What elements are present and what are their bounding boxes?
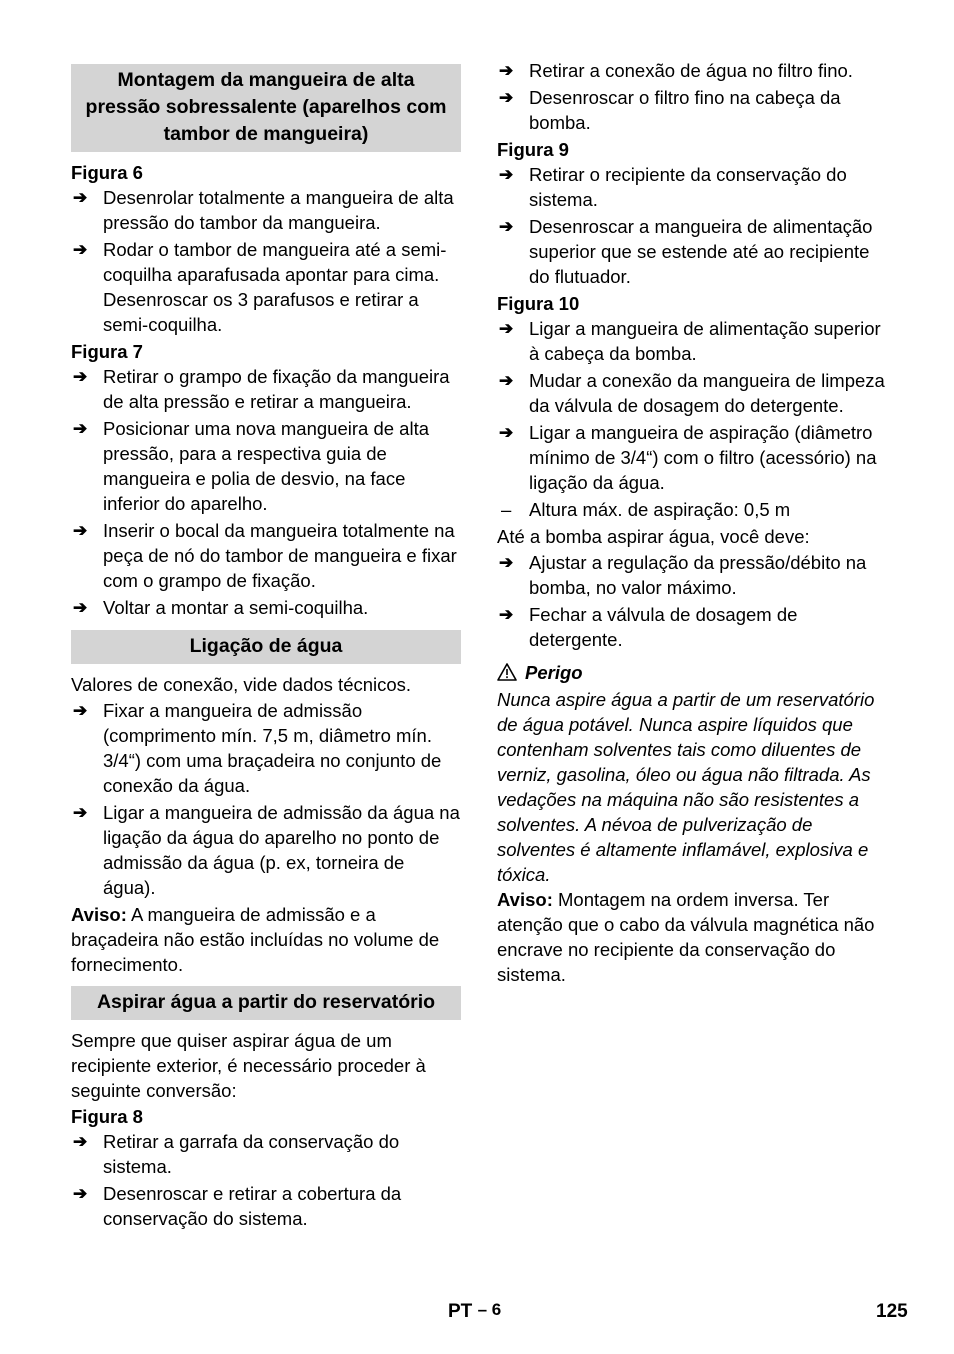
arrow-right-icon: ➔: [73, 521, 88, 540]
figure-label: Figura 10: [497, 293, 580, 314]
step-item: ➔ Ajustar a regulação da pressão/débito na bomba, no valor máximo.: [499, 552, 867, 598]
section-heading-suction: Aspirar água a partir do reservatório: [71, 986, 461, 1020]
arrow-right-icon: ➔: [73, 1132, 88, 1151]
notice-paragraph: Aviso: A mangueira de admissão e a braçadeira não estão incluídas no volume de fornecimento.: [71, 904, 440, 975]
step-item: ➔ Desenroscar o filtro fino na cabeça da bomba.: [499, 87, 841, 133]
arrow-right-icon: ➔: [499, 605, 514, 624]
figure-label: Figura 9: [497, 139, 569, 160]
figure-label: Figura 6: [71, 162, 143, 183]
step-item: ➔ Inserir o bocal da mangueira totalmente na peça de nó do tambor de mangueira e fixar com o grampo de fixação.: [73, 520, 457, 591]
step-item: ➔ Ligar a mangueira de alimentação superior à cabeça da bomba.: [499, 318, 881, 364]
figure-label: Figura 7: [71, 341, 143, 362]
arrow-right-icon: ➔: [73, 188, 88, 207]
arrow-right-icon: ➔: [499, 553, 514, 572]
dash-item: – Altura máx. de aspiração: 0,5 m: [501, 499, 791, 520]
section-heading-water-connection: Ligação de água: [71, 630, 461, 664]
danger-text: Nunca aspire água a partir de um reservatório de água potável. Nunca aspire líquidos que contenham solventes tais como diluentes de verniz, gasolina, óleo ou água não filtrada. As vedações na máquina não são resistentes a solventes. A névoa de pulverização de solventes é altamente inflamável, explosiva e tóxica.: [497, 689, 875, 885]
warning-triangle-icon: [497, 663, 517, 681]
step-item: ➔ Posicionar uma nova mangueira de alta pressão, para a respectiva guia de mangueira e polia de desvio, na face inferior do aparelho.: [73, 418, 429, 514]
arrow-right-icon: ➔: [499, 319, 514, 338]
arrow-right-icon: ➔: [499, 61, 514, 80]
arrow-right-icon: ➔: [499, 88, 514, 107]
step-item: ➔ Voltar a montar a semi-coquilha.: [73, 597, 369, 618]
step-item: ➔ Retirar a conexão de água no filtro fino.: [499, 60, 853, 81]
dash-bullet: –: [501, 499, 512, 520]
step-item: ➔ Fechar a válvula de dosagem de detergente.: [499, 604, 798, 650]
step-item: ➔ Retirar o grampo de fixação da mangueira de alta pressão e retirar a mangueira.: [73, 366, 450, 412]
arrow-right-icon: ➔: [499, 165, 514, 184]
arrow-right-icon: ➔: [499, 423, 514, 442]
step-item: ➔ Retirar a garrafa da conservação do sistema.: [73, 1131, 400, 1177]
arrow-right-icon: ➔: [73, 1184, 88, 1203]
step-item: ➔ Desenroscar e retirar a cobertura da conservação do sistema.: [73, 1183, 402, 1229]
arrow-right-icon: ➔: [73, 803, 88, 822]
arrow-right-icon: ➔: [73, 240, 88, 259]
danger-title: Perigo: [497, 660, 889, 685]
step-item: ➔ Rodar o tambor de mangueira até a semi-coquilha aparafusada apontar para cima. Desenroscar os 3 parafusos e retirar a semi-coquilha.: [73, 239, 447, 335]
arrow-right-icon: ➔: [73, 701, 88, 720]
arrow-right-icon: ➔: [499, 217, 514, 236]
paragraph: Valores de conexão, vide dados técnicos.: [71, 674, 412, 695]
arrow-right-icon: ➔: [73, 419, 88, 438]
step-item: ➔ Desenroscar a mangueira de alimentação superior que se estende até ao recipiente do flutuador.: [499, 216, 873, 287]
step-item: ➔ Ligar a mangueira de aspiração (diâmetro mínimo de 3/4“) com o filtro (acessório) na ligação da água.: [499, 422, 877, 493]
paragraph: Até a bomba aspirar água, você deve:: [497, 526, 810, 547]
footer-language-page: PT – 6: [448, 1300, 502, 1322]
step-item: ➔ Desenrolar totalmente a mangueira de alta pressão do tambor da mangueira.: [73, 187, 454, 233]
arrow-right-icon: ➔: [73, 598, 88, 617]
notice-paragraph: Aviso: Montagem na ordem inversa. Ter atenção que o cabo da válvula magnética não encrave no recipiente da conservação do sistema.: [497, 889, 875, 985]
left-column: [71, 0, 461, 1233]
step-item: ➔ Fixar a mangueira de admissão (comprimento mín. 7,5 m, diâmetro mín. 3/4“) com uma braçadeira no conjunto de conexão da água.: [73, 700, 442, 796]
paragraph: Sempre que quiser aspirar água de um recipiente exterior, é necessário proceder à seguinte conversão:: [71, 1030, 426, 1101]
step-item: ➔ Mudar a conexão da mangueira de limpeza da válvula de dosagem do detergente.: [499, 370, 885, 416]
arrow-right-icon: ➔: [73, 367, 88, 386]
right-column: [497, 0, 889, 988]
arrow-right-icon: ➔: [499, 371, 514, 390]
step-item: ➔ Retirar o recipiente da conservação do sistema.: [499, 164, 847, 210]
page-number: 125: [876, 1301, 908, 1322]
section-heading-hose-assembly: Montagem da mangueira de alta pressão sobressalente (aparelhos com tambor de mangueira): [71, 64, 461, 152]
figure-label: Figura 8: [71, 1106, 143, 1127]
step-item: ➔ Ligar a mangueira de admissão da água na ligação da água do aparelho no ponto de admissão da água (p. ex, torneira de água).: [73, 802, 460, 898]
